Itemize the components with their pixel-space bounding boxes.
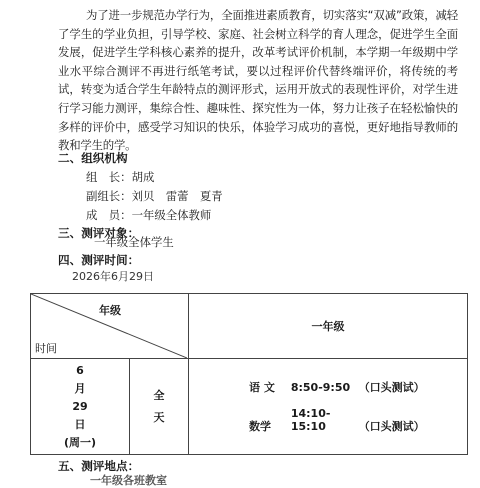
day-char: 日 [74,417,86,431]
allday-cell [130,359,189,455]
day-char: 月 [74,381,86,395]
day-char: 6 [76,363,84,377]
header-time-label: 时间 [35,342,57,355]
target-heading: 三、测评对象： [58,226,140,240]
schedule-table [30,293,468,455]
subject-row [249,379,467,395]
subject-note: （口头测试） [358,381,425,394]
subject-name: 数学 [249,420,271,433]
day-cell [31,359,130,455]
target-line: 一年级全体学生 [94,235,174,249]
subject-time: 8:50-9:50 [290,381,351,394]
subject-time: 14:10-15:10 [290,407,331,433]
place-heading: 五、测评地点： [58,459,140,473]
subject-name: 语 文 [249,381,275,394]
subjects-cell [189,359,468,455]
allday-char: 全 [153,388,165,402]
subject-row [249,407,467,434]
day-char: (周一) [63,435,97,449]
leader-line: 组 长：胡成 [86,170,155,184]
header-diagonal-cell [31,294,189,359]
grade-value-cell: 一年级 [189,294,468,359]
org-heading: 二、组织机构 [58,151,128,165]
vice-leader-line: 副组长：刘贝 雷蕾 夏青 [86,189,223,203]
intro-paragraph: 为了进一步规范办学行为，全面推进素质教育，切实落实“双减”政策，减轻了学生的学业负担，引导学校、家庭、社会树立科学的育人理念，促进学生全面发展，促进学生学科核心素养的提升，改革考试评价机制，本学期一年级期中学业水平综合测评不再进行纸笔考试，要以过程评价代替终端评价，将传统的考试，转变为适合学生年龄特点的测评形式，运用开放式的表现性评价，对学生进行学习能力测评，集综合性、趣味性、探究性为一体，努力让孩子在轻松愉快的多样的评价中，感受学习知识的快乐，体验学习成功的喜悦，更好地指导教师的教和学生的学。 [58,8,458,153]
time-heading: 四、测评时间： [58,253,140,267]
day-char: 29 [72,399,88,413]
members-line: 成 员：一年级全体教师 [86,208,212,222]
allday-char: 天 [153,410,165,424]
subject-note: （口头测试） [358,420,425,433]
place-line-partial: 一年级各班教室 [90,474,167,487]
test-date: 2026年6月29日 [72,270,154,283]
header-grade-label: 年级 [99,304,121,317]
